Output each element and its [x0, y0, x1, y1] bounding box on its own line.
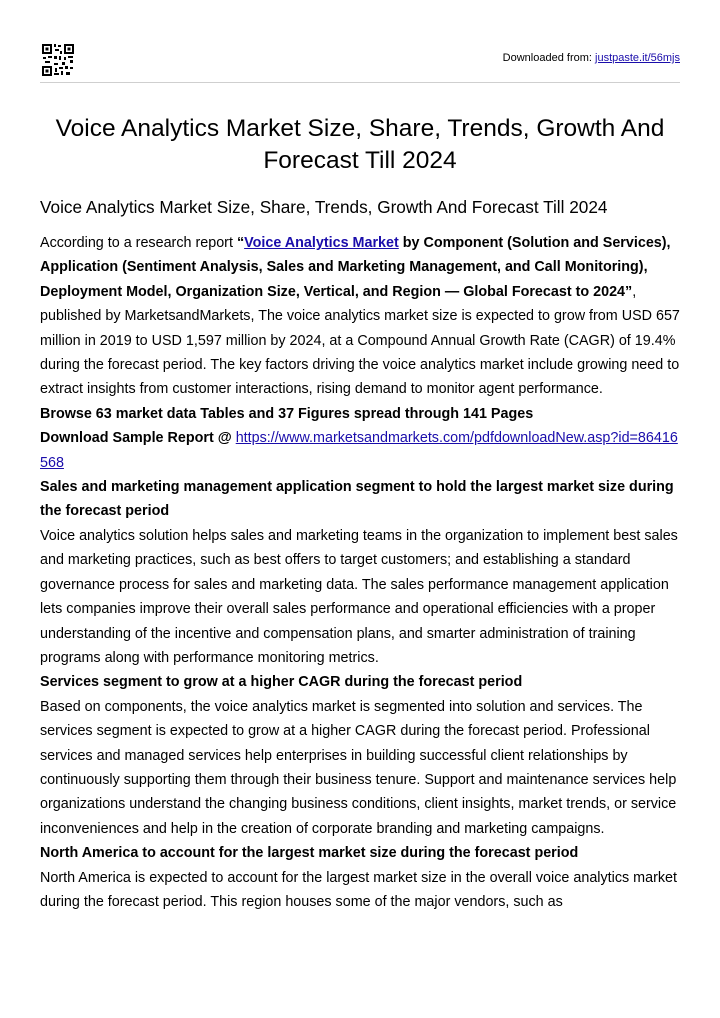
source-link[interactable]: justpaste.it/56mjs [595, 52, 680, 64]
open-quote: “ [236, 235, 245, 251]
heading-text: North America to account for the largest market size during the forecast period [40, 845, 579, 862]
page-header [0, 0, 720, 82]
download-sample-link[interactable]: https://www.marketsandmarkets.com/pdfdownloadNew.asp?id=86416568 [40, 430, 678, 471]
section-heading [40, 841, 685, 865]
header-divider [40, 82, 680, 83]
intro-prefix: According to a research report [40, 235, 237, 251]
heading-text: Services segment to grow at a higher CAGR during the forecast period [40, 674, 523, 691]
intro-rest: , published by MarketsandMarkets, The voice analytics market size is expected to grow from USD 657 million in 2019 to USD 1,597 million by 2024, at a Compound Annual Growth Rate (CAGR) of 19.4% during the forecast period. The key factors driving the voice analytics market include growing need to extract insights from customer interactions, rising demand to monitor agent performance. [40, 283, 680, 398]
voice-analytics-market-link[interactable]: Voice Analytics Market [244, 235, 399, 251]
download-source [503, 52, 680, 64]
section-paragraph: North America is expected to account for the largest market size in the overall voice analytics market during the forecast period. This region houses some of the major vendors, such as [40, 869, 677, 910]
report-title-rest: by Component (Solution and Services), Application (Sentiment Analysis, Sales and Marketing Management, and Call Monitoring), Deployment Model, Organization Size, Vertical, and Region — Global Forecast to 2024” [40, 235, 671, 300]
page-subtitle: Voice Analytics Market Size, Share, Trends, Growth And Forecast Till 2024 [40, 197, 608, 217]
section-paragraph: Based on components, the voice analytics market is segmented into solution and services. The services segment is expected to grow at a higher CAGR during the forecast period. Professional services and managed services help enterprises in building successful client relationships by continuously supporting them through their business tenure. Support and maintenance services help organizations understand the changing business conditions, client insights, market trends, or service inconveniences and help in the creation of corporate branding and marketing campaigns. [40, 698, 677, 837]
article-body [40, 231, 685, 914]
qr-code-icon [41, 43, 75, 77]
heading-text: Sales and marketing management application segment to hold the largest market size during the forecast period [40, 479, 674, 520]
downloaded-label: Downloaded from: [502, 52, 592, 64]
page-title: Voice Analytics Market Size, Share, Trends, Growth And Forecast Till 2024 [55, 115, 665, 174]
browse-text: Browse 63 market data Tables and 37 Figures spread through 141 Pages [40, 405, 534, 422]
section-heading [40, 475, 685, 524]
download-label: Download Sample Report @ [40, 430, 236, 447]
section-heading [40, 670, 685, 694]
intro-paragraph [40, 231, 685, 402]
browse-line [40, 402, 685, 426]
download-line [40, 426, 685, 475]
section-paragraph: Voice analytics solution helps sales and marketing teams in the organization to implement best sales and marketing practices, such as best offers to target customers; and establishing a standard governance process for sales and marketing data. The sales performance management application lets companies improve their overall sales performance and operational efficiencies with a proper understanding of the incentive and compensation plans, and smarter administration of training programs along with performance monitoring metrics. [40, 527, 678, 666]
